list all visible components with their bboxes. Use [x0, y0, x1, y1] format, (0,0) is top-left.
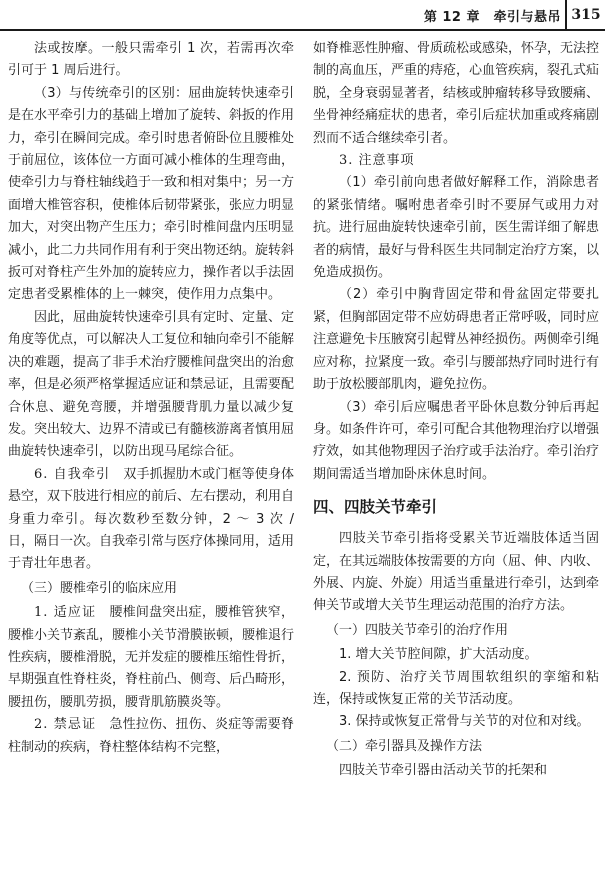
left-column [8, 38, 294, 759]
section-heading: （二）牵引器具及操作方法 [326, 738, 483, 754]
paragraph: 四肢关节牵引器由活动关节的托架和 [339, 763, 548, 779]
paragraph: （3）牵引后应嘱患者平卧休息数分钟后再起身。如条件许可，牵引可配合其他物理治疗以增强疗效，如其他物理因子治疗或手法治疗。牵引治疗期间需适当增加卧床休息时间。 [313, 399, 600, 482]
paragraph: 法或按摩。一般只需牵引 1 次，若需再次牵引可于 1 周后进行。 [8, 41, 294, 79]
section-heading: （一）四肢关节牵引的治疗作用 [326, 622, 509, 638]
item-title: 1. 适应证 [34, 605, 97, 621]
running-header [0, 0, 605, 30]
page-number: 315 [565, 0, 605, 30]
paragraph [8, 464, 294, 576]
right-column [313, 38, 599, 783]
paragraph: （3）与传统牵引的区别：屈曲旋转快速牵引是在水平牵引力的基础上增加了旋转、斜扳的作用力，牵引在瞬间完成。牵引时患者俯卧位且腰椎处于前屈位，该体位一方面可减小椎体的生理弯曲，使牵引力与脊柱轴线趋于一致和相对集中；另一方面增大椎管容积，使椎体后韧带紧张，张应力明显加大，对突出物产生压力；牵引时椎间盘内压明显减小，此二力共同作用有利于突出物还纳。旋转斜扳可对脊柱产生外加的旋转应力，操作者以手法固定患者受累椎体的上一棘突，使作用力点集中。 [8, 85, 295, 303]
item-body: 双手抓握肋木或门框等使身体悬空，双下肢进行相应的前后、左右摆动，利用自身重力牵引。每次数秒至数分钟，2 ～ 3 次 / 日，隔日一次。自我牵引常与医疗体操同用，适用于青壮年患者。 [8, 466, 295, 572]
chapter-title: 第 12 章 牵引与悬吊 [423, 10, 561, 25]
section-title: 四、四肢关节牵引 [313, 498, 438, 517]
list-item: 3. 保持或恢复正常骨与关节的对位和对线。 [339, 714, 590, 730]
paragraph [8, 714, 294, 759]
item-body: 腰椎间盘突出症，腰椎管狭窄，腰椎小关节紊乱，腰椎小关节滑膜嵌顿，腰椎退行性疾病，腰椎滑脱，无并发症的腰椎压缩性骨折，早期强直性脊柱炎，脊柱前凸、侧弯、后凸畸形，腰扭伤，腰肌劳损，腰背肌筋膜炎等。 [8, 605, 295, 710]
subheading: 3. 注意事项 [339, 153, 415, 169]
paragraph: 因此，屈曲旋转快速牵引具有定时、定量、定角度等优点，可以解决人工复位和轴向牵引不能解决的难题，提高了非手术治疗腰椎间盘突出的治愈率，但是必须严格掌握适应证和禁忌证，且需要配合休息、避免弯腰，并增强腰背肌力量以减少复发。突出较大、边界不清或已有髓核游离者慎用屈曲旋转快速牵引，以防出现马尾综合征。 [8, 309, 295, 460]
item-title: 6. 自我牵引 [34, 466, 111, 482]
section-heading: （三）腰椎牵引的临床应用 [21, 580, 178, 596]
item-body: 急性拉伤、扭伤、炎症等需要脊柱制动的疾病，脊柱整体结构不完整， [8, 717, 294, 755]
header-rule [0, 29, 605, 31]
paragraph: 如脊椎恶性肿瘤、骨质疏松或感染，怀孕，无法控制的高血压，严重的痔疮，心血管疾病，裂孔式疝脱，全身衰弱显著者，结核或肿瘤转移导致腰痛、坐骨神经痛症状的患者，牵引后症状加重或疼痛剧烈而不适合继续牵引者。 [313, 41, 600, 146]
list-item: 1. 增大关节腔间隙，扩大活动度。 [339, 647, 538, 663]
paragraph: 四肢关节牵引指将受累关节近端肢体适当固定，在其远端肢体按需要的方向（屈、伸、内收、外展、内旋、外旋）用适当重量进行牵引，达到牵伸关节或增大关节生理运动范围的治疗方法。 [313, 531, 600, 614]
paragraph [8, 602, 294, 714]
paragraph: （2）牵引中胸背固定带和骨盆固定带要扎紧，但胸部固定带不应妨碍患者正常呼吸，同时应注意避免卡压腋窝引起臂丛神经损伤。两侧牵引绳应对称，拉紧度一致。牵引与腰部热疗同时进行有助于放松腰部肌肉，避免拉伤。 [313, 287, 600, 393]
list-item: 2. 预防、治疗关节周围软组织的挛缩和粘连，保持或恢复正常的关节活动度。 [313, 669, 599, 707]
paragraph: （1）牵引前向患者做好解释工作，消除患者的紧张情绪。嘱咐患者牵引时不要屏气或用力对抗。进行屈曲旋转快速牵引前，医生需详细了解患者的病情，最好与骨科医生共同制定治疗方案，以免造成损伤。 [313, 175, 600, 281]
item-title: 2. 禁忌证 [34, 717, 97, 733]
